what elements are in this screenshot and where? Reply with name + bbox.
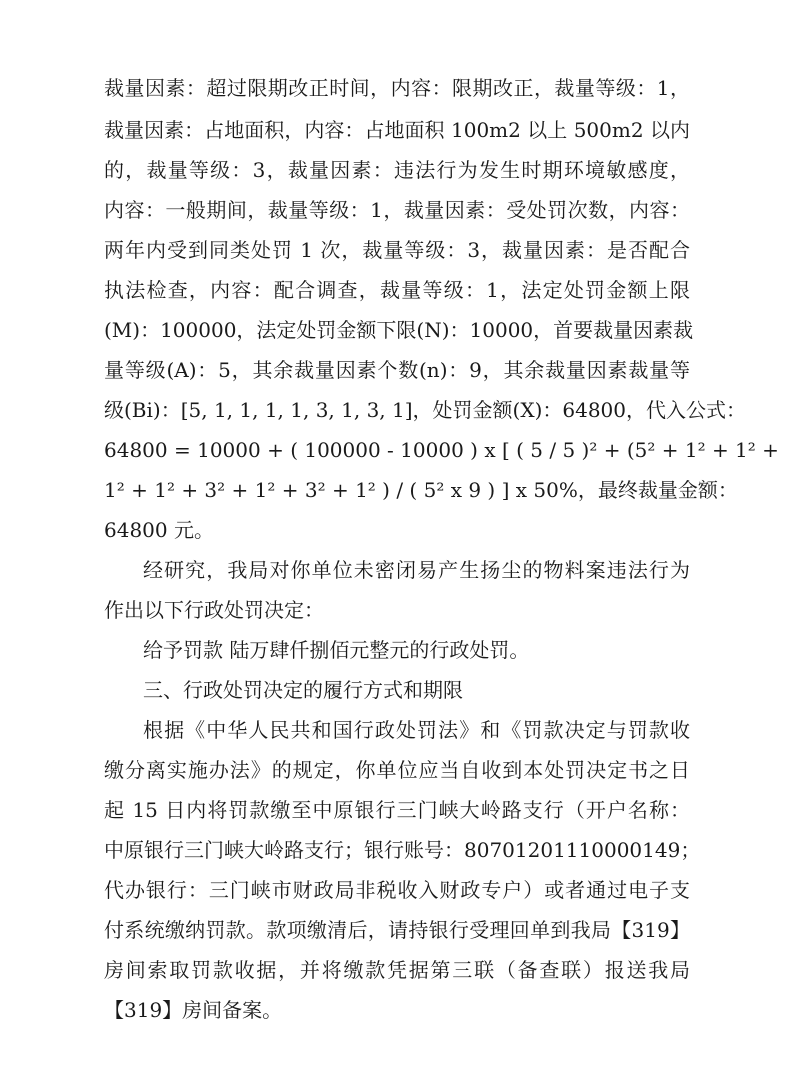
text-line-9: 级(Bi)：[5, 1, 1, 1, 1, 3, 1, 3, 1]，处罚金额(X)：64800，代入公式： xyxy=(104,398,747,422)
text-line-21: 代办银行：三门峡市财政局非税收入财政专户）或者通过电子支 xyxy=(104,878,690,902)
text-line-23: 房间索取罚款收据，并将缴款凭据第三联（备查联）报送我局 xyxy=(104,958,690,982)
text-line-20: 中原银行三门峡大岭路支行；银行账号：80701201110000149； xyxy=(104,838,701,862)
text-line-1: 裁量因素：超过限期改正时间，内容：限期改正，裁量等级：1， xyxy=(104,76,690,100)
text-line-19: 起 15 日内将罚款缴至中原银行三门峡大岭路支行（开户名称： xyxy=(104,798,690,822)
text-line-12: 64800 元。 xyxy=(104,518,214,542)
text-line-11: 1² + 1² + 3² + 1² + 3² + 1² ) / ( 5² x 9 ) ] x 50%，最终裁量金额： xyxy=(104,478,738,502)
text-line-17: 根据《中华人民共和国行政处罚法》和《罚款决定与罚款收 xyxy=(143,718,690,742)
penalty-decision-line: 给予罚款 陆万肆仟捌佰元整元的行政处罚。 xyxy=(143,638,530,662)
text-line-5: 两年内受到同类处罚 1 次，裁量等级：3，裁量因素：是否配合 xyxy=(104,238,690,262)
text-line-8: 量等级(A)：5，其余裁量因素个数(n)：9，其余裁量因素裁量等 xyxy=(104,358,690,382)
text-line-2: 裁量因素：占地面积，内容：占地面积 100m2 以上 500m2 以内 xyxy=(104,118,690,142)
text-line-13: 经研究，我局对你单位未密闭易产生扬尘的物料案违法行为 xyxy=(143,558,690,582)
text-line-10: 64800 = 10000 + ( 100000 - 10000 ) x [ ( 5 / 5 )² + (5² + 1² + 1² + xyxy=(104,438,779,462)
text-line-7: (M)：100000，法定处罚金额下限(N)：10000，首要裁量因素裁 xyxy=(104,318,694,342)
text-line-24: 【319】房间备案。 xyxy=(104,998,283,1022)
section-heading-3: 三、行政处罚决定的履行方式和期限 xyxy=(143,678,463,702)
text-line-14: 作出以下行政处罚决定： xyxy=(104,598,324,622)
text-line-3: 的，裁量等级：3，裁量因素：违法行为发生时期环境敏感度， xyxy=(104,158,690,182)
text-line-6: 执法检查，内容：配合调查，裁量等级：1，法定处罚金额上限 xyxy=(104,278,690,302)
text-line-22: 付系统缴纳罚款。款项缴清后，请持银行受理回单到我局【319】 xyxy=(104,918,690,942)
text-line-4: 内容：一般期间，裁量等级：1，裁量因素：受处罚次数，内容： xyxy=(104,198,690,222)
text-line-18: 缴分离实施办法》的规定，你单位应当自收到本处罚决定书之日 xyxy=(104,758,690,782)
